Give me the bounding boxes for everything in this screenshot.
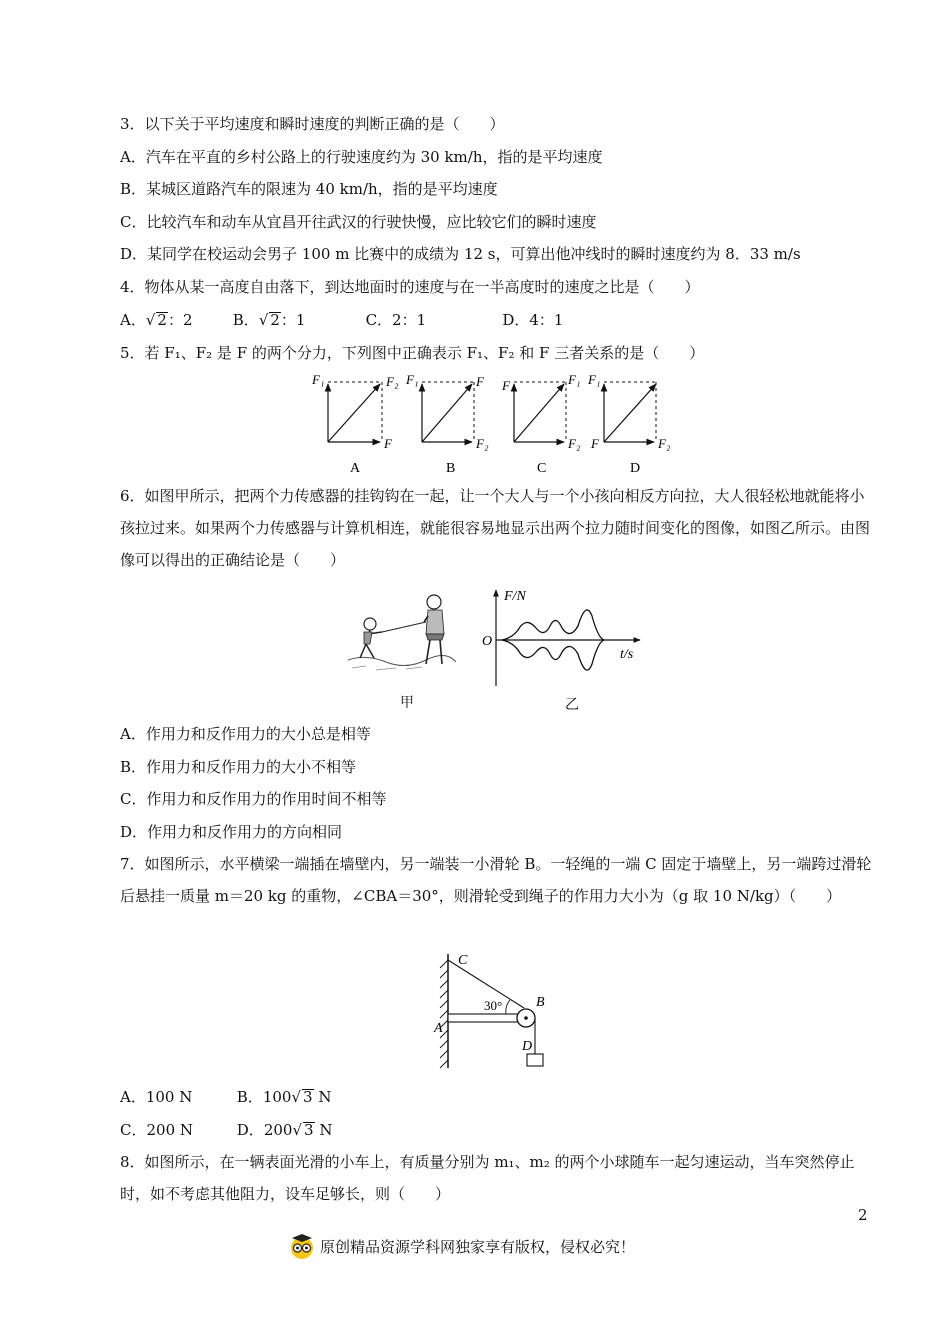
svg-text:C: C <box>458 953 468 968</box>
svg-text:D: D <box>630 461 641 476</box>
x-axis-label: t/s <box>620 647 634 662</box>
q7-options-row2 <box>120 1120 332 1140</box>
footer-text: 原创精品资源学科网独家享有版权，侵权必究！ <box>320 1237 636 1256</box>
child-head-icon <box>364 618 376 630</box>
page-number: 2 <box>858 1206 868 1224</box>
svg-text:A: A <box>434 1021 443 1036</box>
q6-fig-yi-label: 乙 <box>565 697 579 713</box>
q6-fig-jia-label: 甲 <box>400 695 414 711</box>
svg-text:D: D <box>522 1039 533 1054</box>
q6-stem: 6．如图甲所示，把两个力传感器的挂钩钩在一起，让一个大人与一个小孩向相反方向拉，大人很轻松地就能将小孩拉过来。如果两个力传感器与计算机相连，就能很容易地显示出两个拉力随时间变化的图像，如图乙所示。由图像可以得出的正确结论是（ ） <box>120 487 871 569</box>
svg-text:F: F <box>502 378 510 393</box>
q5-figures <box>300 372 690 480</box>
upper-force-curve <box>502 610 604 640</box>
svg-text:F: F <box>384 436 392 451</box>
owl-logo-icon <box>288 1232 316 1260</box>
svg-text:A: A <box>350 461 361 476</box>
y-axis-label: F/N <box>504 589 526 604</box>
svg-text:F₁: F₁ <box>312 372 325 387</box>
q6-option-a: A．作用力和反作用力的大小总是相等 <box>120 725 371 743</box>
svg-text:F₁: F₁ <box>588 372 601 387</box>
q7-stem: 7．如图所示，水平横梁一端插在墙壁内，另一端装一小滑轮 B。一轻绳的一端 C 固定于墙壁上，另一端跨过滑轮后悬挂一质量 m＝20 kg 的重物，∠CBA＝30°，则滑轮受到绳子的作用力大小为（g 取 10 N/kg）（ ） <box>120 855 872 905</box>
q7-options-row1 <box>120 1087 331 1107</box>
svg-text:C: C <box>537 461 547 476</box>
q4-option-d: D．4：1 <box>502 311 564 329</box>
q6-option-b: B．作用力和反作用力的大小不相等 <box>120 758 357 776</box>
weight-block <box>527 1054 543 1066</box>
q4-option-a: A．√ 2：2 <box>120 311 193 329</box>
q7-option-a: A．100 N <box>120 1088 193 1106</box>
q3-option-b: B．某城区道路汽车的限速为 40 km/h，指的是平均速度 <box>120 180 498 198</box>
q5-stem: 5．若 F₁、F₂ 是 F 的两个分力，下列图中正确表示 F₁、F₂ 和 F 三者关系的是（ ） <box>120 344 705 362</box>
q3-stem: 3．以下关于平均速度和瞬时速度的判断正确的是（ ） <box>120 115 505 133</box>
svg-text:F₂: F₂ <box>386 374 399 389</box>
q7-figure <box>426 950 556 1072</box>
svg-text:B: B <box>446 461 456 476</box>
q5-figure-a <box>311 372 399 476</box>
q6-option-c: C．作用力和反作用力的作用时间不相等 <box>120 790 387 808</box>
q4-option-c: C．2：1 <box>365 311 427 329</box>
lower-force-curve <box>502 640 604 670</box>
svg-text:F₂: F₂ <box>568 436 581 451</box>
q3-option-d: D．某同学在校运动会男子 100 m 比赛中的成绩为 12 s，可算出他冲线时的瞬时速度约为 8．33 m/s <box>120 245 801 263</box>
svg-text:F: F <box>476 374 484 389</box>
q5-figure-b <box>405 372 489 476</box>
q4-stem: 4．物体从某一高度自由落下，到达地面时的速度与在一半高度时的速度之比是（ ） <box>120 278 700 296</box>
q6-option-d: D．作用力和反作用力的方向相同 <box>120 823 343 841</box>
q4-option-b: B．√ 2：1 <box>232 311 306 329</box>
svg-text:F₁: F₁ <box>406 372 419 387</box>
svg-text:F₂: F₂ <box>476 436 489 451</box>
q3-option-c: C．比较汽车和动车从宜昌开往武汉的行驶快慢，应比较它们的瞬时速度 <box>120 213 597 231</box>
q7-option-d: D．200√ 3 N <box>236 1121 333 1139</box>
q4-options <box>120 310 563 330</box>
origin-label: O <box>482 634 493 649</box>
q5-figure-c <box>501 372 581 476</box>
svg-text:F₁: F₁ <box>568 372 581 387</box>
svg-text:F₂: F₂ <box>658 436 671 451</box>
q6-figure-jia-illustration <box>346 588 458 674</box>
svg-text:F: F <box>591 436 599 451</box>
q5-figure-d <box>587 372 671 476</box>
q7-option-b: B．100√ 3 N <box>236 1088 332 1106</box>
q8-stem: 8．如图所示，在一辆表面光滑的小车上，有质量分别为 m₁、m₂ 的两个小球随车一起匀速运动，当车突然停止时，如不考虑其他阻力，设车足够长，则（ ） <box>120 1153 855 1203</box>
q3-option-a: A．汽车在平直的乡村公路上的行驶速度约为 30 km/h，指的是平均速度 <box>120 148 603 166</box>
q7-option-c: C．200 N <box>120 1121 194 1139</box>
q6-figure-yi-graph <box>478 586 648 690</box>
horizontal-beam <box>448 1014 522 1022</box>
svg-text:30°: 30° <box>484 998 503 1013</box>
adult-head-icon <box>427 595 441 609</box>
svg-text:B: B <box>536 995 545 1010</box>
footer <box>288 1232 635 1260</box>
